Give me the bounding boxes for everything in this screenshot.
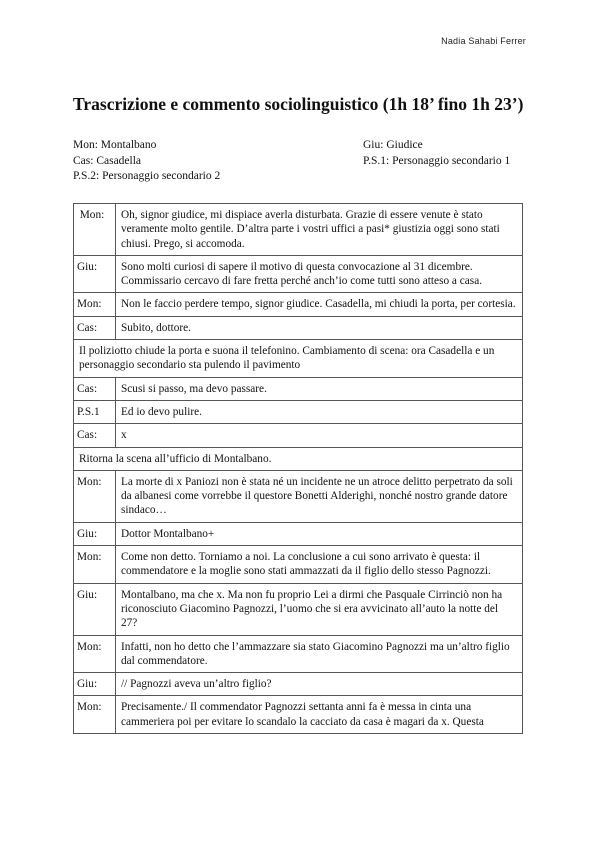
utterance-cell: Non le faccio perdere tempo, signor giudice. Casadella, mi chiudi la porta, per cortesia. bbox=[116, 293, 523, 316]
speaker-cell: Cas: bbox=[74, 316, 116, 339]
table-row bbox=[74, 424, 523, 447]
utterance-cell: Infatti, non ho detto che l’ammazzare sia stato Giacomino Pagnozzi ma un’altro figlio dal commendatore. bbox=[116, 635, 523, 673]
utterance-cell: Dottor Montalbano+ bbox=[116, 522, 523, 545]
author-name: Nadia Sahabi Ferrer bbox=[441, 36, 526, 46]
table-row bbox=[74, 316, 523, 339]
speaker-cell: Mon: bbox=[74, 470, 116, 522]
table-row bbox=[74, 673, 523, 696]
scene-note-cell: Ritorna la scena all’ufficio di Montalbano. bbox=[74, 447, 523, 470]
legend-entry: Mon: Montalbano bbox=[73, 139, 157, 151]
scene-note-row bbox=[74, 340, 523, 378]
speaker-cell: Giu: bbox=[74, 583, 116, 635]
table-row bbox=[74, 204, 523, 256]
utterance-cell: Scusi si passo, ma devo passare. bbox=[116, 377, 523, 400]
speaker-cell: Cas: bbox=[74, 377, 116, 400]
transcript-table bbox=[73, 203, 523, 734]
speaker-cell: Mon: bbox=[74, 546, 116, 584]
speaker-cell: P.S.1 bbox=[74, 400, 116, 423]
table-row bbox=[74, 696, 523, 734]
utterance-cell: Precisamente./ Il commendator Pagnozzi settanta anni fa è messa in cinta una cammeriera poi per evitare lo scandalo la cacciato da casa è magari da x. Questa bbox=[116, 696, 523, 734]
legend-entry: Giu: Giudice bbox=[363, 139, 423, 151]
table-row bbox=[74, 377, 523, 400]
speaker-legend bbox=[73, 138, 533, 185]
legend-row bbox=[73, 169, 533, 185]
legend-row bbox=[73, 138, 533, 154]
speaker-cell: Giu: bbox=[74, 673, 116, 696]
legend-entry: Cas: Casadella bbox=[73, 154, 142, 167]
legend-entry: P.S.1: Personaggio secondario 1 bbox=[363, 154, 511, 167]
utterance-cell: // Pagnozzi aveva un’altro figlio? bbox=[116, 673, 523, 696]
utterance-cell: x bbox=[116, 424, 523, 447]
utterance-cell: Oh, signor giudice, mi dispiace averla disturbata. Grazie di essere venute è stato veramente molto gentile. D’altra parte i vostri uffici a pasi* giustizia oggi sono stati chiusi. Prego, si accomoda. bbox=[116, 204, 523, 256]
speaker-cell: Mon: bbox=[74, 293, 116, 316]
table-row bbox=[74, 583, 523, 635]
speaker-cell: Mon: bbox=[74, 635, 116, 673]
utterance-cell: La morte di x Paniozi non è stata né un incidente ne un atroce delitto perpetrato da soli da albanesi come vorrebbe il questore Bonetti Alderighi, nonché nostro grande datore sindaco… bbox=[116, 470, 523, 522]
utterance-cell: Subito, dottore. bbox=[116, 316, 523, 339]
table-row bbox=[74, 635, 523, 673]
speaker-cell: Cas: bbox=[74, 424, 116, 447]
table-row bbox=[74, 400, 523, 423]
speaker-cell: Mon: bbox=[74, 696, 116, 734]
utterance-cell: Ed io devo pulire. bbox=[116, 400, 523, 423]
document-title: Trascrizione e commento sociolinguistico (1h 18’ fino 1h 23’) bbox=[73, 94, 524, 114]
utterance-cell: Come non detto. Torniamo a noi. La conclusione a cui sono arrivato è questa: il commendatore e la moglie sono stati ammazzati da il figlio dello stesso Pagnozzi. bbox=[116, 546, 523, 584]
speaker-cell: Mon: bbox=[74, 204, 116, 256]
scene-note-row bbox=[74, 447, 523, 470]
speaker-cell: Giu: bbox=[74, 255, 116, 293]
scene-note-cell: Il poliziotto chiude la porta e suona il telefonino. Cambiamento di scena: ora Casadella e un personaggio secondario sta pulendo il pavimento bbox=[74, 340, 523, 378]
speaker-cell: Giu: bbox=[74, 522, 116, 545]
table-row bbox=[74, 546, 523, 584]
table-row bbox=[74, 522, 523, 545]
utterance-cell: Sono molti curiosi di sapere il motivo di questa convocazione al 31 dicembre. Commissario cercavo di fare fretta perché anch’io come tutti sono atteso a casa. bbox=[116, 255, 523, 293]
utterance-cell: Montalbano, ma che x. Ma non fu proprio Lei a dirmi che Pasquale Cirrinciò non ha riconosciuto Giacomino Pagnozzi, l’uomo che si era avvicinato all’auto la notte del 27? bbox=[116, 583, 523, 635]
table-row bbox=[74, 470, 523, 522]
legend-entry: P.S.2: Personaggio secondario 2 bbox=[73, 170, 221, 182]
table-row bbox=[74, 255, 523, 293]
legend-row bbox=[73, 154, 533, 170]
table-row bbox=[74, 293, 523, 316]
